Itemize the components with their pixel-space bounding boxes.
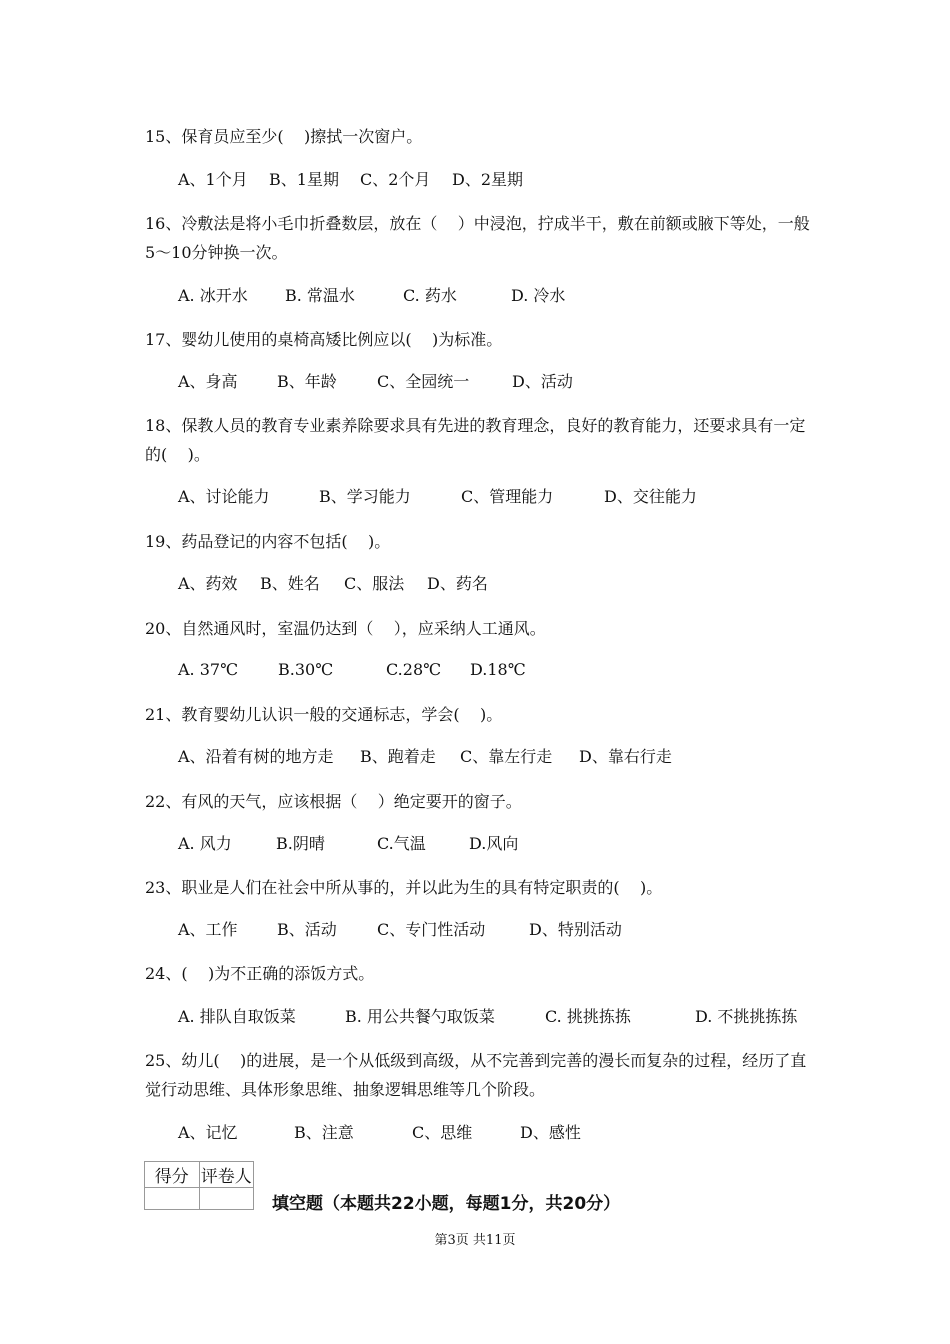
option: A、记忆 [178,1123,238,1142]
option: B.阴晴 [276,834,325,853]
option: A、身高 [178,372,238,391]
option: C. 药水 [403,286,457,305]
option: A、沿着有树的地方走 [178,747,334,766]
option: D、2星期 [452,170,524,189]
option: B、注意 [294,1123,354,1142]
question-text: 21、教育婴幼儿认识一般的交通标志，学会( )。 [145,705,503,724]
question-text: 25、幼儿( )的进展，是一个从低级到高级，从不完善到完善的漫长而复杂的过程，经历了直觉行动思维、具体形象思维、抽象逻辑思维等几个阶段。 [145,1051,807,1099]
option: B、学习能力 [319,487,411,506]
option: A、工作 [178,920,238,939]
question-text: 20、自然通风时，室温仍达到（ ），应采纳人工通风。 [145,619,546,638]
option: A、1个月 [178,170,248,189]
option: C、全园统一 [377,372,470,391]
option: C. 挑挑拣拣 [545,1007,631,1026]
question-text: 18、保教人员的教育专业素养除要求具有先进的教育理念，良好的教育能力，还要求具有一定的( )。 [145,416,806,464]
option: C.28℃ [386,660,442,679]
reviewer-label: 评卷人 [199,1162,254,1188]
option-row [178,832,838,856]
question-text: 17、婴幼儿使用的桌椅高矮比例应以( )为标准。 [145,330,503,349]
option-row [178,1121,838,1145]
option-row [178,168,838,192]
option-row [178,745,838,769]
option: B、1星期 [269,170,339,189]
option: B. 常温水 [285,286,355,305]
option: C、专门性活动 [377,920,486,939]
option: A. 冰开水 [178,286,248,305]
score-box [144,1161,254,1210]
option: D、特别活动 [529,920,622,939]
option: C.气温 [377,834,426,853]
option: C、思维 [412,1123,473,1142]
option: B. 用公共餐勺取饭菜 [345,1007,495,1026]
option: A、讨论能力 [178,487,270,506]
option: D、药名 [427,574,488,593]
option: D、交往能力 [604,487,697,506]
question-text: 22、有风的天气，应该根据（ ）绝定要开的窗子。 [145,792,522,811]
option: B.30℃ [278,660,334,679]
option: D. 冷水 [511,286,566,305]
score-cell [145,1188,200,1210]
option: D、靠右行走 [579,747,672,766]
option-row [178,1005,838,1029]
reviewer-cell [199,1188,254,1210]
option: A. 排队自取饭菜 [178,1007,296,1026]
option: C、管理能力 [461,487,554,506]
option-row [178,370,838,394]
option: A. 37℃ [178,660,238,679]
option: A、药效 [178,574,238,593]
option: A. 风力 [178,834,232,853]
option-row [178,658,838,682]
question-text: 24、( )为不正确的添饭方式。 [145,964,375,983]
question-text: 19、药品登记的内容不包括( )。 [145,532,391,551]
question-text: 15、保育员应至少( )擦拭一次窗户。 [145,127,423,146]
option: C、靠左行走 [460,747,553,766]
question-text: 16、冷敷法是将小毛巾折叠数层，放在（ ）中浸泡，拧成半干，敷在前额或腋下等处，一般5～10分钟换一次。 [145,214,810,262]
option-row [178,284,838,308]
option: B、姓名 [260,574,320,593]
option: D、活动 [512,372,573,391]
option: B、跑着走 [360,747,436,766]
option-row [178,572,838,596]
option-row [178,485,838,509]
section-title: 填空题（本题共22小题，每题1分，共20分） [272,1194,621,1214]
option: D.风向 [469,834,519,853]
score-label: 得分 [145,1162,200,1188]
option: D. 不挑挑拣拣 [695,1007,798,1026]
page-footer: 第3页 共11页 [434,1233,516,1248]
option: D、感性 [520,1123,581,1142]
option: B、活动 [277,920,337,939]
option: B、年龄 [277,372,337,391]
option-row [178,918,838,942]
option: C、服法 [344,574,405,593]
option: C、2个月 [360,170,431,189]
question-text: 23、职业是人们在社会中所从事的，并以此为生的具有特定职责的( )。 [145,878,663,897]
option: D.18℃ [470,660,526,679]
